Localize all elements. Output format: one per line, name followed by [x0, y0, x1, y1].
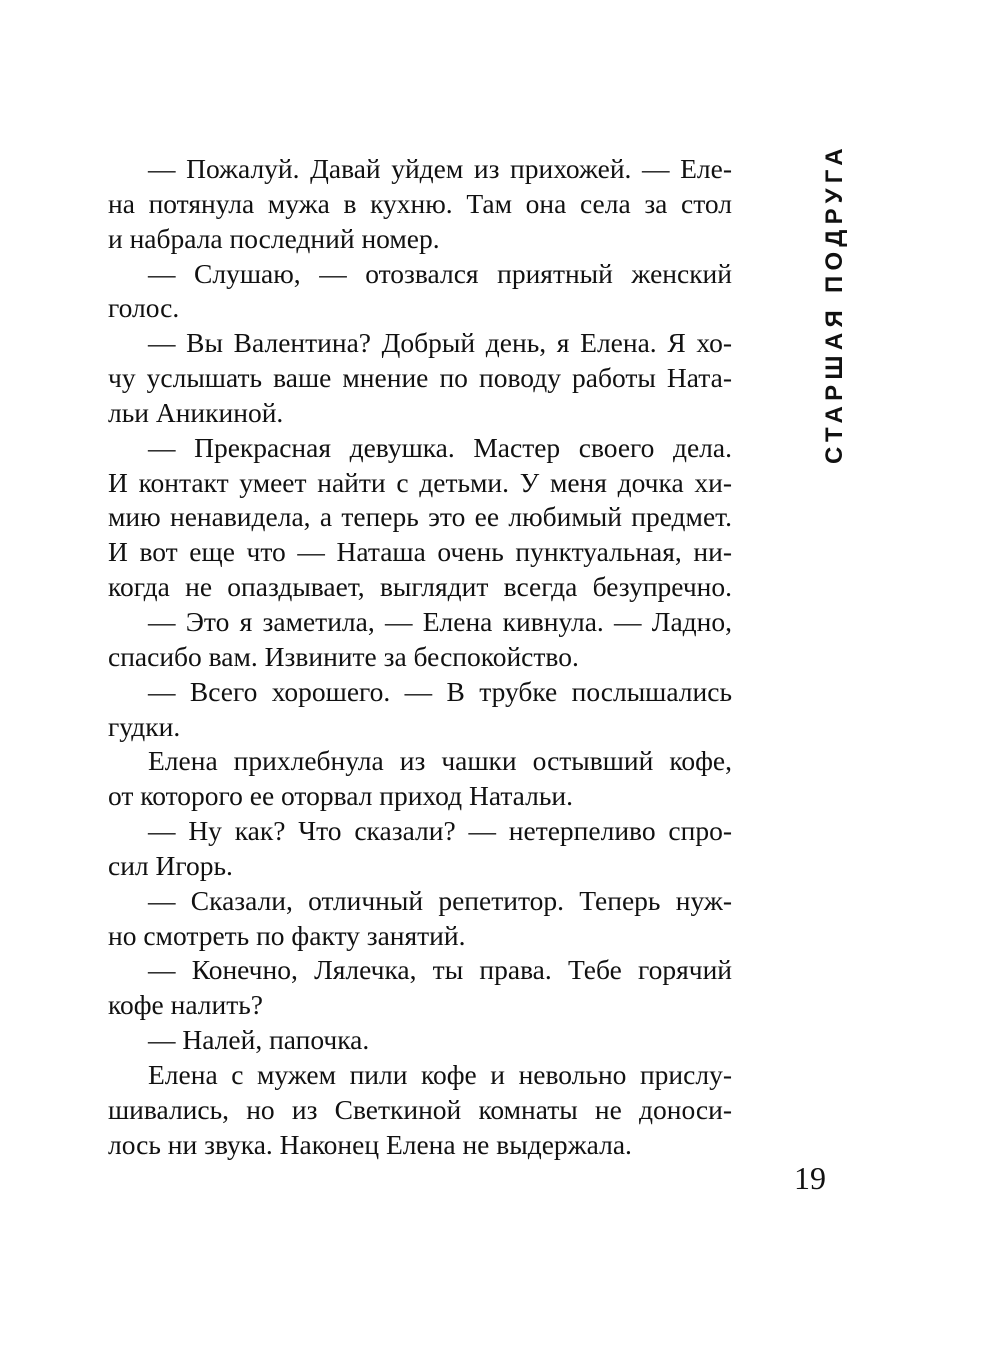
text-line: — Это я заметила, — Елена кивнула. — Ладно, — [148, 605, 732, 637]
text-line: Елена прихлебнула из чашки остывший кофе, — [148, 745, 732, 777]
page-number: 19 — [794, 1160, 826, 1196]
text-line: И контакт умеет найти с детьми. У меня дочка хи- — [108, 466, 732, 498]
text-line: — Всего хорошего. — В трубке послышались — [148, 675, 732, 707]
text-line: гудки. — [108, 710, 181, 742]
text-line: — Налей, папочка. — [148, 1024, 370, 1056]
text-line: от которого ее оторвал приход Натальи. — [108, 780, 573, 812]
text-line: но смотреть по факту занятий. — [108, 919, 466, 951]
text-line: голос. — [108, 292, 180, 324]
text-line: Елена с мужем пили кофе и невольно прислу- — [148, 1058, 732, 1090]
text-line: шивались, но из Светкиной комнаты не доноси- — [108, 1093, 732, 1125]
text-line: И вот еще что — Наташа очень пунктуальная, ни- — [108, 536, 732, 568]
text-line: когда не опаздывает, выглядит всегда безупречно. — [108, 571, 732, 603]
text-line: спасибо вам. Извините за беспокойство. — [108, 640, 579, 672]
text-line: чу услышать ваше мнение по поводу работы Ната- — [108, 362, 732, 394]
text-line: — Конечно, Лялечка, ты права. Тебе горячий — [148, 954, 732, 986]
running-head: СТАРШАЯ ПОДРУГА — [821, 143, 848, 464]
text-line: мию ненавидела, а теперь это ее любимый предмет. — [108, 501, 732, 533]
text-line: на потянула мужа в кухню. Там она села за стол — [108, 187, 732, 219]
text-line: и набрала последний номер. — [108, 222, 440, 254]
text-line: — Слушаю, — отозвался приятный женский — [148, 257, 732, 289]
text-line: — Прекрасная девушка. Мастер своего дела. — [148, 431, 732, 463]
text-line: сил Игорь. — [108, 849, 233, 881]
text-line: льи Аникиной. — [108, 396, 284, 428]
text-line: — Сказали, отличный репетитор. Теперь нуж- — [148, 884, 732, 916]
text-line: — Вы Валентина? Добрый день, я Елена. Я хо- — [148, 327, 732, 359]
text-line: — Пожалуй. Давай уйдем из прихожей. — Еле- — [148, 153, 732, 184]
body-text — [108, 152, 732, 1162]
text-line: лось ни звука. Наконец Елена не выдержала. — [108, 1128, 632, 1160]
text-line: кофе налить? — [108, 989, 263, 1021]
text-line: — Ну как? Что сказали? — нетерпеливо спро- — [148, 815, 732, 847]
